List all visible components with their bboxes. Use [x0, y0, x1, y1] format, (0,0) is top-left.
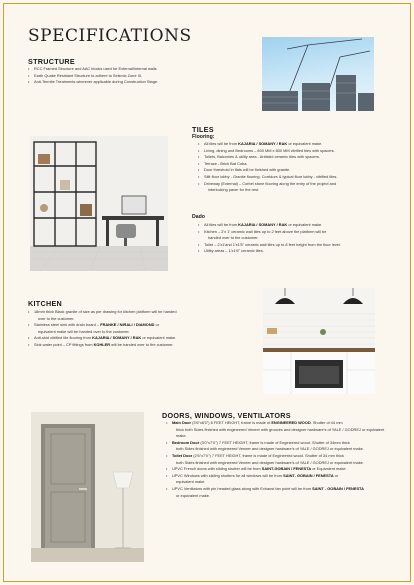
list-item: • All tiles will be from KAJARIA / SOMANY / RAK or equivalent make. — [198, 222, 398, 229]
list-item: • Toilets, Balconies & utility area - Antiskid ceramic tiles with spacers. — [198, 154, 398, 161]
list-item: • 18mm thick Black granite of size as per drawing for kitchen platform will be handed over to the customer. — [28, 309, 252, 322]
kitchen-list — [28, 309, 252, 349]
list-item: • Toilet Door (2'6"x7'0") 7 FEET HEIGHT, frame is made of Engineered wood. Shutter of 34 mm thick both Sides finished with engineered Veneer and designer hardware's of YALE / GODREJ or equivalent make. — [166, 453, 392, 466]
list-item: • Sink water point – CP fittings from KOHLER will be handed over to the customer. — [28, 342, 252, 349]
list-item: • Utility areas – 1'x1'6" ceramic tiles. — [198, 248, 398, 255]
page-title: SPECIFICATIONS — [28, 26, 192, 46]
list-item: • Kitchen – 2'x 1' ceramic wall tiles up to 2 feet above the platform will be handed over to the customer. — [198, 229, 398, 242]
kitchen-heading: KITCHEN — [28, 299, 63, 308]
list-item: • Stilt floor lobby - Granite flooring. Corridors & typical floor lobby - vitrified tiles. — [198, 174, 398, 181]
list-item: • Main Door (3'6"x8'0") 8 FEET HEIGHT, frame is made of ENGINEERED WOOD. Shutter of 44 mm thick both Sides finished with engineered Veneer with grooves and designer hardware's of YALE / GODREJ or equivalent make. — [166, 420, 392, 440]
list-item: • RCC Framed Structure and AAC blocks used for External/Internal walls — [28, 66, 228, 73]
flooring-list — [198, 141, 398, 194]
list-item: • UPVC Ventilators with pin headed glass along with Exhaust fan point will be from SAINT - GOBAIN / FENESTA or equivalent make. — [166, 486, 392, 499]
flooring-label: Flooring: — [192, 134, 215, 140]
structure-heading: STRUCTURE — [28, 57, 76, 66]
doors-heading: DOORS, WINDOWS, VENTILATORS — [162, 411, 291, 420]
list-item: • Toilet – 2'x1'and 1'x1'6" ceramic wall tiles up to 8 feet height from the floor level. — [198, 242, 398, 249]
list-item: • UPVC Windows with sliding shutters for all windows will be from SAINT- GOBAIN / FENESTA or equivalent make. — [166, 473, 392, 486]
tiles-heading: TILES — [192, 125, 214, 134]
kitchen-photo — [263, 288, 375, 394]
structure-list — [28, 66, 228, 86]
list-item: • Earth Quake Resistant Structure to adhere to Seismic Zone III. — [28, 73, 228, 80]
list-item: • Anti-Termite Treatments wherever applicable during Construction Stage. — [28, 79, 228, 86]
office-interior-photo — [30, 136, 168, 271]
list-item: • All tiles will be from KAJARIA / SOMANY / RAK or equivalent make. — [198, 141, 398, 148]
doors-list — [166, 420, 392, 499]
dado-label: Dado — [192, 214, 205, 220]
list-item: • Driveway (External) – Corbel stone flooring along the entry of the project and interlocking paver for the rest. — [198, 181, 398, 194]
list-item: • Stainless steel sink with drain board – FRANKE / NIRALI / DIAMOND or equivalent make will be handed over to the customer. — [28, 322, 252, 335]
construction-photo — [262, 37, 374, 111]
dado-list — [198, 222, 398, 255]
list-item: • Living, dining and Bedrooms – 800 MM x 800 MM vitrified tiles with spacers. — [198, 148, 398, 155]
list-item: • UPVC French doors with sliding shutter will be from SAINT-GOBAIN / FENESTA or Equivalent make. — [166, 466, 392, 473]
list-item: • Door threshold in flats will be finished with granite. — [198, 167, 398, 174]
door-photo — [31, 412, 144, 562]
list-item: • Anti-skid vitrified tile flooring from KAJARIA / SOMANY / RAK or equivalent make. — [28, 335, 252, 342]
list-item: • Terrace - Brick Bat Coba. — [198, 161, 398, 168]
list-item: • Bedroom Door (3'0"x7'0") 7 FEET HEIGHT, frame is made of Engineered wood. Shutter of 34mm thick both Sides finished with engineered Veneer and designer hardware's of YALE / GODREJ or equivalent make. — [166, 440, 392, 453]
